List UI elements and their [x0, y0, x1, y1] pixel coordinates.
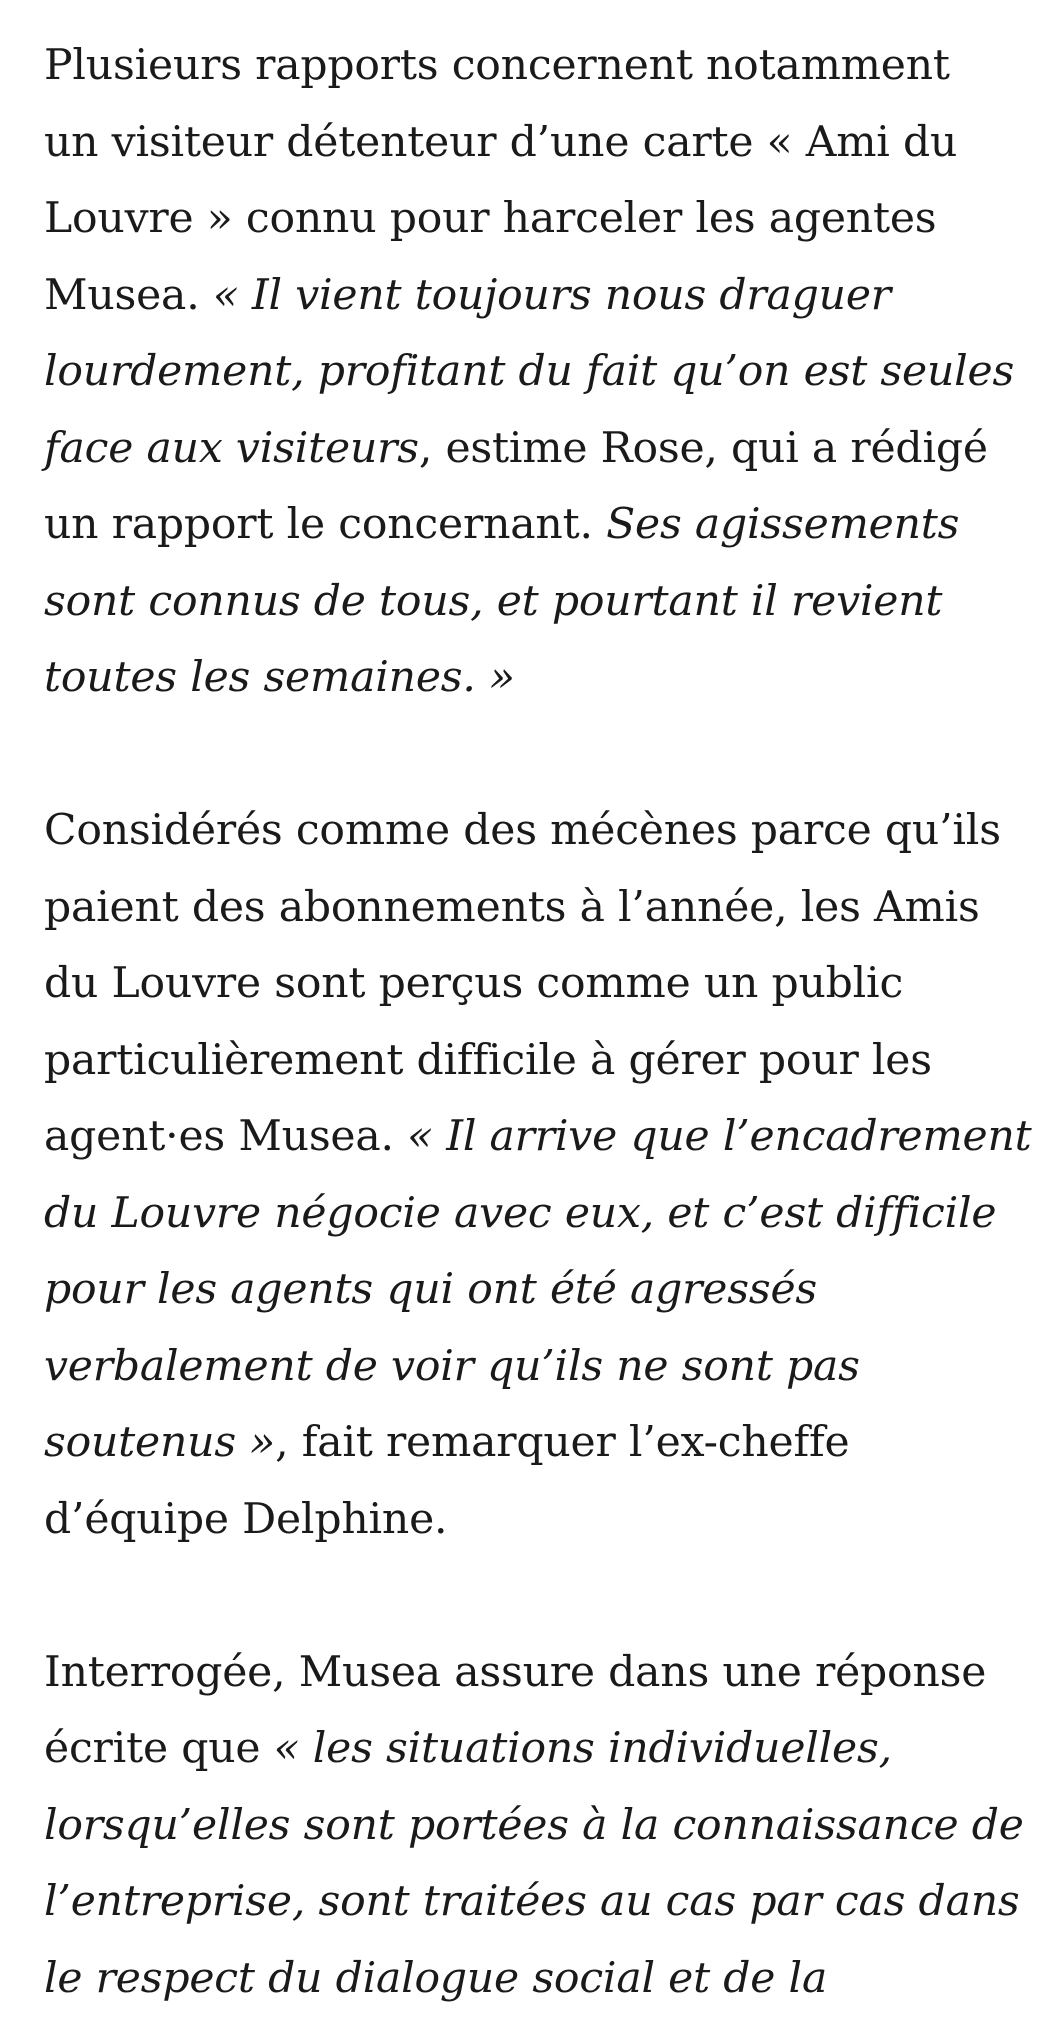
text-line [44, 1099, 1024, 1176]
text-line [44, 870, 1024, 947]
text-line [44, 334, 1024, 411]
text-run: du Louvre sont perçus comme un public [44, 959, 903, 1008]
quote-run: verbalement de voir qu’ils ne sont pas [44, 1342, 860, 1391]
text-run: d’équipe Delphine. [44, 1495, 447, 1544]
quote-run: Ses agissements [606, 500, 959, 549]
quote-run: du Louvre négocie avec eux, et c’est difficile [44, 1189, 996, 1238]
text-line [44, 487, 1024, 564]
quote-run: l’entreprise, sont traitées au cas par cas dans [44, 1877, 1020, 1926]
text-run: paient des abonnements à l’année, les Amis [44, 883, 980, 932]
text-line [44, 1176, 1024, 1253]
text-run: un rapport le concernant. [44, 500, 606, 549]
paragraph-3 [44, 1635, 1024, 2017]
text-run: un visiteur détenteur d’une carte « Ami du [44, 118, 957, 167]
text-run: , estime Rose, qui a rédigé [419, 424, 988, 473]
paragraph-2 [44, 793, 1024, 1558]
text-run: , fait remarquer l’ex-cheffe [275, 1418, 849, 1467]
text-line [44, 564, 1024, 641]
text-line [44, 105, 1024, 182]
text-line [44, 1941, 1024, 2017]
text-line [44, 1405, 1024, 1482]
text-run: Louvre » connu pour harceler les agentes [44, 194, 936, 243]
text-run: écrite que [44, 1724, 274, 1773]
text-line [44, 1635, 1024, 1712]
quote-run: toutes les semaines. » [44, 653, 515, 702]
text-line [44, 181, 1024, 258]
quote-run: lorsqu’elles sont portées à la connaissance de [44, 1801, 1024, 1850]
quote-run: pour les agents qui ont été agressés [44, 1265, 817, 1314]
quote-run: « Il arrive que l’encadrement [407, 1112, 1031, 1161]
text-line [44, 411, 1024, 488]
quote-run: sont connus de tous, et pourtant il revient [44, 577, 942, 626]
text-run: Musea. [44, 271, 213, 320]
text-line [44, 640, 1024, 717]
text-line [44, 1482, 1024, 1559]
quote-run: soutenus » [44, 1418, 275, 1467]
text-line [44, 1711, 1024, 1788]
text-line [44, 1023, 1024, 1100]
quote-run: lourdement, profitant du fait qu’on est seules [44, 347, 1014, 396]
text-line [44, 28, 1024, 105]
text-line [44, 1329, 1024, 1406]
quote-run: « les situations individuelles, [274, 1724, 892, 1773]
text-run: Considérés comme des mécènes parce qu’ils [44, 806, 1001, 855]
text-run: Plusieurs rapports concernent notamment [44, 41, 950, 90]
text-line [44, 1252, 1024, 1329]
text-run: particulièrement difficile à gérer pour les [44, 1036, 932, 1085]
quote-run: le respect du dialogue social et de la [44, 1954, 827, 2003]
text-line [44, 258, 1024, 335]
text-run: Interrogée, Musea assure dans une réponse [44, 1648, 986, 1697]
text-line [44, 1864, 1024, 1941]
paragraph-spacer [44, 717, 1024, 794]
paragraph-spacer [44, 1558, 1024, 1635]
article-body [44, 28, 1024, 2017]
text-run: agent·es Musea. [44, 1112, 407, 1161]
text-line [44, 793, 1024, 870]
text-line [44, 946, 1024, 1023]
paragraph-1 [44, 28, 1024, 717]
quote-run: « Il vient toujours nous draguer [213, 271, 891, 320]
text-line [44, 1788, 1024, 1865]
quote-run: face aux visiteurs [44, 424, 419, 473]
